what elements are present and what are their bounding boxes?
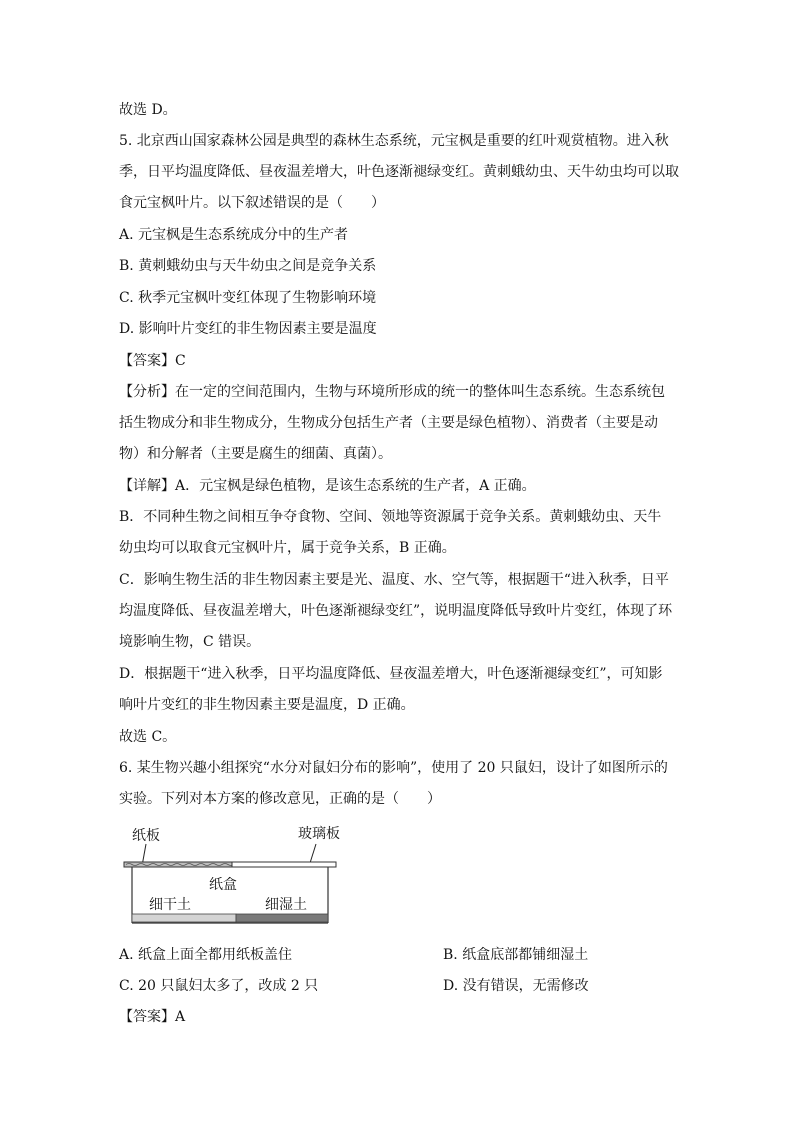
text-line: 食元宝枫叶片。以下叙述错误的是（ ） — [119, 195, 385, 211]
text-line: D．根据题干“进入秋季，日平均温度降低、昼夜温差增大，叶色逐渐褪绿变红”，可知影 — [119, 666, 663, 682]
option-d: D. 影响叶片变红的非生物因素主要是温度 — [119, 321, 377, 337]
pointer-line — [310, 844, 316, 863]
text-line: 故选 C。 — [119, 729, 177, 745]
q6-option-a: A. 纸盒上面全都用纸板盖住 — [119, 947, 293, 963]
analysis-text: 【分析】在一定的空间范围内，生物与环境所形成的统一的整体叫生态系统。生态系统包 — [119, 384, 665, 400]
text-line: 响叶片变红的非生物因素主要是温度，D 正确。 — [119, 697, 415, 713]
label-dry-soil: 细干土 — [149, 897, 191, 913]
text-line: 物）和分解者（主要是腐生的细菌、真菌）。 — [119, 446, 392, 462]
question-5-stem: 5. 北京西山国家森林公园是典型的森林生态系统，元宝枫是重要的红叶观赏植物。进入秋 — [119, 133, 669, 149]
q6-option-b: B. 纸盒底部都铺细湿土 — [443, 947, 589, 963]
experiment-figure — [120, 822, 345, 932]
option-b: B. 黄刺蛾幼虫与天牛幼虫之间是竞争关系 — [119, 258, 377, 274]
text-line: B．不同种生物之间相互争夺食物、空间、领地等资源属于竞争关系。黄刺蛾幼虫、天牛 — [119, 509, 662, 525]
text-line: 季，日平均温度降低、昼夜温差增大，叶色逐渐褪绿变红。黄刺蛾幼虫、天牛幼虫均可以取 — [119, 164, 679, 180]
text-line: C．影响生物生活的非生物因素主要是光、温度、水、空气等，根据题干“进入秋季，日平 — [119, 572, 669, 588]
text-line: 实验。下列对本方案的修改意见，正确的是（ ） — [119, 791, 441, 807]
question-6-stem: 6. 某生物兴趣小组探究“水分对鼠妇分布的影响”，使用了 20 只鼠妇，设计了如图所示的 — [119, 760, 668, 776]
dry-soil-layer — [132, 914, 236, 922]
text-line: 境影响生物，C 错误。 — [119, 634, 261, 650]
option-c: C. 秋季元宝枫叶变红体现了生物影响环境 — [119, 290, 377, 306]
text-line: 均温度降低、昼夜温差增大，叶色逐渐褪绿变红”，说明温度降低导致叶片变红，体现了环 — [119, 603, 673, 619]
wet-soil-layer — [236, 914, 328, 922]
detail-text: 【详解】A．元宝枫是绿色植物，是该生态系统的生产者，A 正确。 — [119, 478, 536, 494]
label-paper-board: 纸板 — [132, 828, 160, 844]
option-a: A. 元宝枫是生态系统成分中的生产者 — [119, 227, 349, 243]
text-line: 故选 D。 — [119, 102, 177, 118]
label-paper-box: 纸盒 — [209, 877, 237, 893]
label-wet-soil: 细湿土 — [265, 897, 307, 913]
q6-option-d: D. 没有错误，无需修改 — [443, 978, 589, 994]
glass-board — [232, 862, 336, 867]
q6-option-c: C. 20 只鼠妇太多了，改成 2 只 — [119, 978, 319, 994]
text-line: 括生物成分和非生物成分，生物成分包括生产者（主要是绿色植物）、消费者（主要是动 — [119, 415, 658, 431]
text-line: 幼虫均可以取食元宝枫叶片，属于竞争关系，B 正确。 — [119, 540, 456, 556]
q6-answer-label: 【答案】A — [119, 1009, 186, 1025]
answer-label: 【答案】C — [119, 353, 186, 369]
label-glass-board: 玻璃板 — [298, 826, 340, 842]
